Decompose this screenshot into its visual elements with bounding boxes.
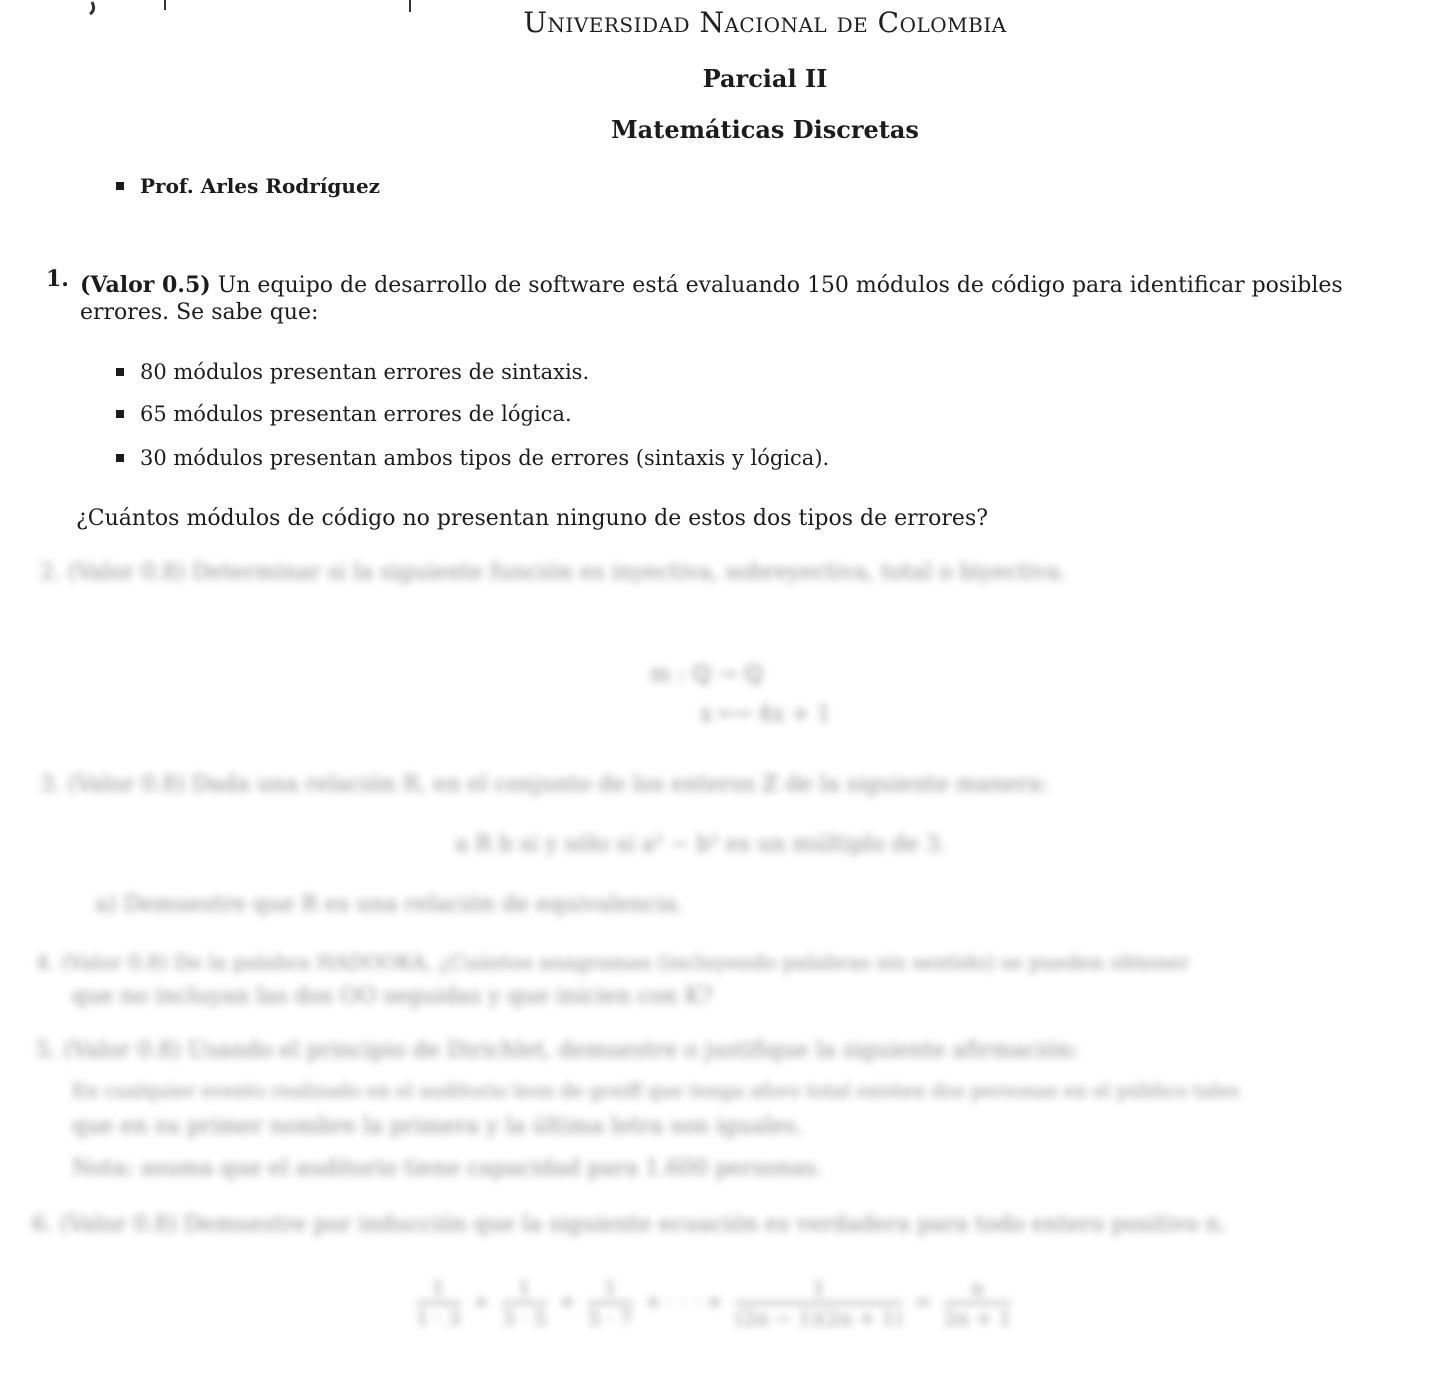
question-2-text: 2. (Valor 0.8) Determinar si la siguiente función es inyectiva, sobreyectiva, total o biyectiva. bbox=[40, 560, 1067, 585]
question-2-function-line-2: x ⟼ 4x + 1 bbox=[700, 702, 831, 727]
question-5-line-3: que en su primer nombre la primera y la última letra son iguales. bbox=[72, 1114, 803, 1139]
bullet-text: 80 módulos presentan errores de sintaxis. bbox=[140, 360, 590, 384]
question-5-note: Nota: asuma que el auditorio tiene capacidad para 1.600 personas. bbox=[72, 1156, 823, 1181]
question-1-intro-text: Un equipo de desarrollo de software está evaluando 150 módulos de código para identificar posibles bbox=[217, 273, 1343, 298]
course-title: Matemáticas Discretas bbox=[611, 115, 919, 144]
fraction: $\frac{1}{1 \cdot 3}$ bbox=[416, 1276, 461, 1330]
question-5-line-1: 5. (Valor 0.8) Usando el principio de Dirichlet, demuestre o justifique la siguiente afirmación: bbox=[36, 1038, 1080, 1063]
bullet-text: 65 módulos presentan errores de lógica. bbox=[140, 402, 572, 426]
question-5-line-2: En cualquier evento realizado en el auditorio leon de greiff que tenga aforo total existen dos personas en el público tales bbox=[72, 1080, 1240, 1102]
question-3-relation: a R b si y sólo si a² − b² es un múltiplo de 3. bbox=[455, 832, 947, 857]
question-4-line-2: que no incluyan las dos OO seguidas y que inicien con K? bbox=[72, 984, 713, 1009]
fraction: $\frac{1}{3 \cdot 5}$ bbox=[502, 1276, 547, 1330]
fraction: $\frac{1}{5 \cdot 7}$ bbox=[588, 1276, 633, 1330]
question-3-text: 3. (Valor 0.8) Dada una relación R, en el conjunto de los enteros ℤ de la siguiente manera: bbox=[40, 772, 1049, 797]
question-1-intro-line-2: errores. Se sabe que: bbox=[80, 300, 319, 325]
question-1-number: 1. bbox=[46, 266, 69, 292]
question-6-equation: $\frac{1}{1 \cdot 3}$ + $\frac{1}{3 \cdot 5}$ + $\frac{1}{5 \cdot 7}$ + · · · + $\frac{1}{(2n - 1)(2n + 1)}$ = $\frac{n}{2n + 1}$ bbox=[416, 1276, 1012, 1330]
professor-name: Prof. Arles Rodríguez bbox=[140, 174, 381, 198]
bullet-text: 30 módulos presentan ambos tipos de errores (sintaxis y lógica). bbox=[140, 446, 830, 470]
question-6-text: 6. (Valor 0.8) Demuestre por inducción que la siguiente ecuación es verdadera para todo entero positivo n. bbox=[32, 1212, 1227, 1237]
question-3-part-a: a) Demuestre que R es una relación de equivalencia. bbox=[95, 892, 684, 917]
fraction: $\frac{1}{(2n - 1)(2n + 1)}$ bbox=[735, 1276, 903, 1330]
fraction: $\frac{n}{2n + 1}$ bbox=[943, 1276, 1012, 1330]
question-4-line-1: 4. (Valor 0.8) De la palabra HADOOKA, ¿Cuántos anagramas (incluyendo palabras sin sentido) se pueden obtener bbox=[36, 950, 1190, 974]
question-2-function-line-1: m : ℚ → ℚ bbox=[650, 662, 764, 687]
exam-title: Parcial II bbox=[702, 64, 828, 93]
question-1-value: (Valor 0.5) bbox=[80, 272, 211, 298]
question-1-prompt: ¿Cuántos módulos de código no presentan ninguno de estos dos tipos de errores? bbox=[76, 506, 989, 531]
university-title: Universidad Nacional de Colombia bbox=[523, 6, 1007, 39]
